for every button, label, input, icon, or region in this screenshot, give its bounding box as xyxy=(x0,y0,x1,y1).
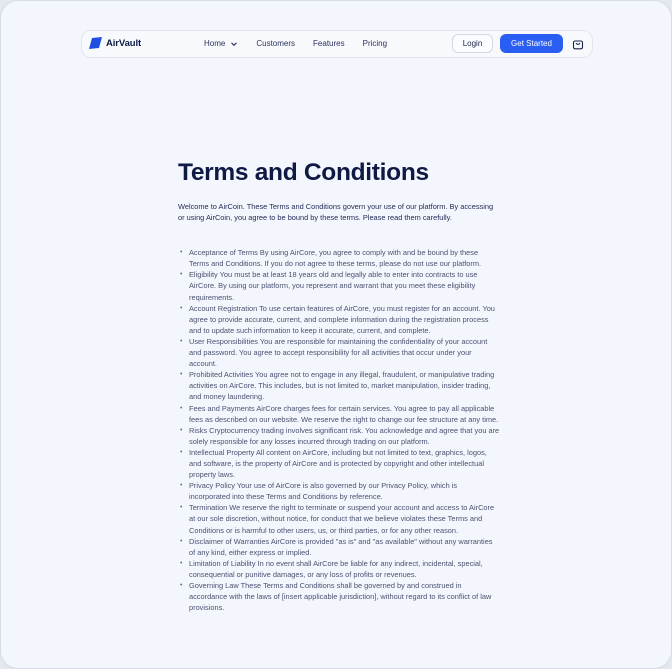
nav-item-features[interactable]: Features xyxy=(313,39,345,48)
nav-item-home-label: Home xyxy=(204,39,226,48)
terms-item: • Prohibited Activities You agree not to engage in any illegal, fraudulent, or manipulative trading activities on AirCore. This includes, but is not limited to, market manipulation, insider trading, and money laundering. xyxy=(178,369,500,402)
airvault-logo-icon xyxy=(89,37,102,49)
top-navbar xyxy=(81,30,593,58)
nav-item-home[interactable] xyxy=(204,39,238,48)
chevron-down-icon xyxy=(230,40,238,48)
terms-list xyxy=(178,247,500,613)
terms-item: • Termination We reserve the right to terminate or suspend your account and access to AirCore at our sole discretion, without notice, for conduct that we believe violates these Terms and Conditions or is harmful to other users, us, or third parties, or for any other reason. xyxy=(178,502,500,535)
nav-links xyxy=(204,39,405,48)
brand-name: AirVault xyxy=(106,37,142,49)
terms-item: • Acceptance of Terms By using AirCore, you agree to comply with and be bound by these Terms and Conditions. If you do not agree to these terms, please do not use our platform. xyxy=(178,247,500,269)
brand-logo[interactable] xyxy=(89,37,141,49)
terms-item: • Eligibility You must be at least 18 years old and legally able to enter into contracts to use AirCore. By using our platform, you represent and warrant that you meet these eligibility requirements. xyxy=(178,269,500,302)
nav-item-pricing[interactable]: Pricing xyxy=(362,39,388,48)
get-started-button[interactable]: Get Started xyxy=(500,34,563,53)
terms-item: • Risks Cryptocurrency trading involves significant risk. You acknowledge and agree that you are solely responsible for any losses incurred through trading on our platform. xyxy=(178,425,500,447)
terms-item: • Intellectual Property All content on AirCore, including but not limited to text, graphics, logos, and software, is the property of AirCore and is protected by copyright and other intellectual property laws. xyxy=(178,447,500,480)
nav-item-customers[interactable]: Customers xyxy=(256,39,296,48)
page-title: Terms and Conditions xyxy=(178,159,429,186)
intro-paragraph: Welcome to AirCoin. These Terms and Conditions govern your use of our platform. By accessing or using AirCoin, you agree to be bound by these terms. Please read them carefully. xyxy=(178,202,494,223)
terms-item: • Account Registration To use certain features of AirCore, you must register for an account. You agree to provide accurate, current, and complete information during the registration process and to update such information to keep it accurate, current, and complete. xyxy=(178,303,500,336)
terms-item: • Limitation of Liability In no event shall AirCore be liable for any indirect, incidental, special, consequential or punitive damages, or any loss of profits or revenues. xyxy=(178,558,500,580)
login-button[interactable]: Login xyxy=(452,34,493,53)
terms-item: • User Responsibilities You are responsible for maintaining the confidentiality of your account and password. You agree to accept responsibility for all activities that occur under your account. xyxy=(178,336,500,369)
shopping-bag-icon[interactable] xyxy=(572,38,584,50)
terms-item: • Privacy Policy Your use of AirCore is also governed by our Privacy Policy, which is incorporated into these Terms and Conditions by reference. xyxy=(178,480,500,502)
terms-item: • Governing Law These Terms and Conditions shall be governed by and construed in accordance with the laws of [insert applicable jurisdiction], without regard to its conflict of law provisions. xyxy=(178,580,500,613)
terms-item: • Fees and Payments AirCore charges fees for certain services. You agree to pay all applicable fees as described on our website. We reserve the right to change our fee structure at any time. xyxy=(178,403,500,425)
terms-item: • Disclaimer of Warranties AirCore is provided "as is" and "as available" without any warranties of any kind, either express or implied. xyxy=(178,536,500,558)
terms-content xyxy=(178,159,500,613)
